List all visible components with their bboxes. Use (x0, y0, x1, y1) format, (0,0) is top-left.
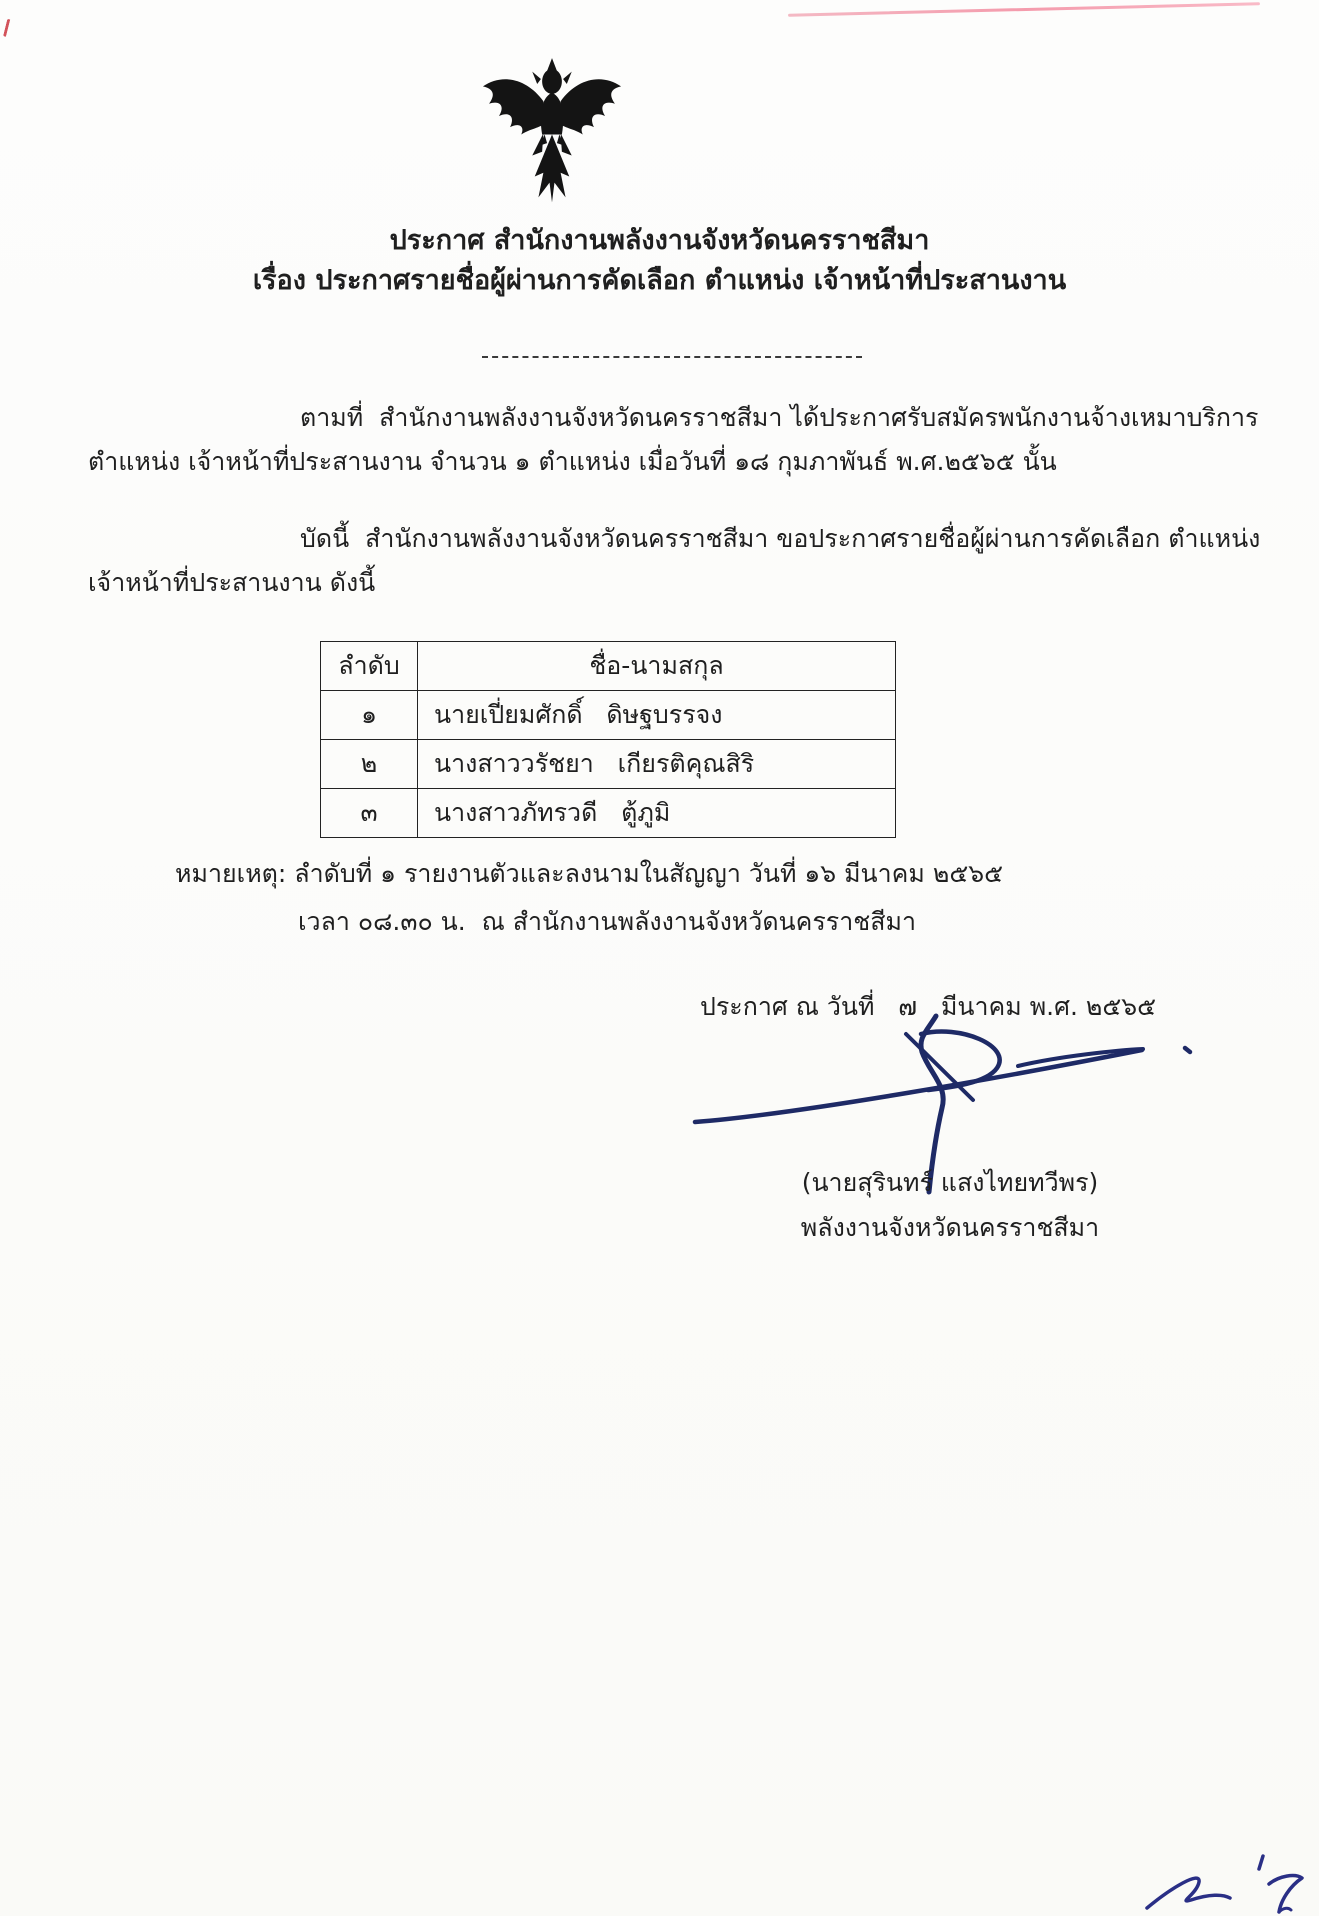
selected-candidates-table (320, 641, 896, 838)
paragraph1-line2: ตำแหน่ง เจ้าหน้าที่ประสานงาน จำนวน ๑ ตำแหน่ง เมื่อวันที่ ๑๘ กุมภาพันธ์ พ.ศ.๒๕๖๕ นั้น (88, 447, 1057, 476)
note-line1: หมายเหตุ: ลำดับที่ ๑ รายงานตัวและลงนามในสัญญา วันที่ ๑๖ มีนาคม ๒๕๖๕ (175, 859, 1004, 888)
paragraph2-line1: บัดนี้ สำนักงานพลังงานจังหวัดนครราชสีมา ขอประกาศรายชื่อผู้ผ่านการคัดเลือก ตำแหน่ง (300, 524, 1261, 553)
table-header-row (321, 642, 896, 691)
row-name: นางสาววรัชยา เกียรติคุณสิริ (418, 740, 896, 789)
pink-scan-streak (788, 2, 1260, 17)
dashed-divider (482, 356, 862, 358)
column-header-name: ชื่อ-นามสกุล (418, 642, 896, 691)
signer-position: พลังงานจังหวัดนครราชสีมา (800, 1213, 1100, 1242)
garuda-emblem-icon (478, 56, 626, 218)
announcement-subject: เรื่อง ประกาศรายชื่อผู้ผ่านการคัดเลือก ตำแหน่ง เจ้าหน้าที่ประสานงาน (252, 265, 1067, 296)
paragraph2-line2: เจ้าหน้าที่ประสานงาน ดังนี้ (88, 568, 376, 597)
paragraph1-line1: ตามที่ สำนักงานพลังงานจังหวัดนครราชสีมา ได้ประกาศรับสมัครพนักงานจ้างเหมาบริการ (300, 403, 1259, 432)
corner-initials-icon (1129, 1806, 1319, 1916)
row-order: ๒ (321, 740, 418, 789)
announced-date-line: ประกาศ ณ วันที่ ๗ มีนาคม พ.ศ. ๒๕๖๕ (700, 992, 1157, 1021)
table-row (321, 691, 896, 740)
column-header-order: ลำดับ (321, 642, 418, 691)
table-row (321, 740, 896, 789)
row-order: ๓ (321, 789, 418, 838)
signer-name: (นายสุรินทร์ แสงไทยทวีพร) (801, 1168, 1099, 1197)
row-order: ๑ (321, 691, 418, 740)
announcement-title: ประกาศ สำนักงานพลังงานจังหวัดนครราชสีมา (389, 225, 930, 256)
red-ink-speck (3, 19, 20, 40)
row-name: นายเปี่ยมศักดิ์ ดิษฐบรรจง (418, 691, 896, 740)
note-line2: เวลา ๐๘.๓๐ น. ณ สำนักงานพลังงานจังหวัดนครราชสีมา (298, 907, 917, 936)
table-row (321, 789, 896, 838)
row-name: นางสาวภัทรวดี ตู้ภูมิ (418, 789, 896, 838)
